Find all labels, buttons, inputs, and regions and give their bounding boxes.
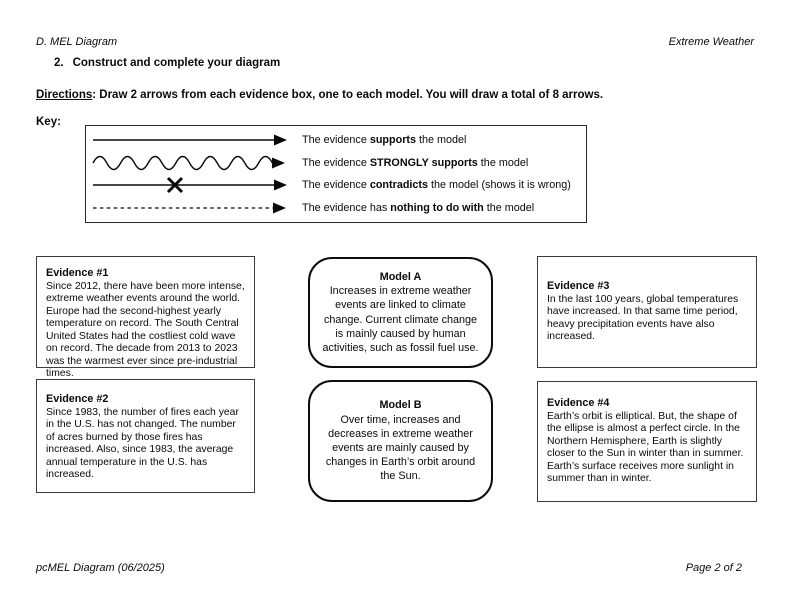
evidence-4-title: Evidence #4 bbox=[547, 397, 610, 410]
evidence-3-box bbox=[537, 256, 757, 368]
key-row-strongly-supports bbox=[92, 152, 582, 175]
directions-line bbox=[36, 89, 603, 101]
key-row-contradicts bbox=[92, 174, 582, 197]
page-header bbox=[36, 36, 754, 48]
wavy-arrow-icon bbox=[92, 152, 288, 174]
model-b-title: Model B bbox=[379, 399, 422, 412]
key-box bbox=[85, 125, 587, 223]
header-right-title: Extreme Weather bbox=[668, 36, 754, 48]
step-title: Construct and complete your diagram bbox=[72, 57, 281, 69]
evidence-4-box bbox=[537, 381, 757, 502]
model-b-body: Over time, increases and decreases in extreme weather events are mainly caused by changes in Earth’s orbit around the Sun. bbox=[325, 413, 476, 483]
evidence-1-box bbox=[36, 256, 255, 379]
key-label: Key: bbox=[36, 116, 61, 128]
directions-label: Directions bbox=[36, 89, 93, 101]
solid-arrow-icon bbox=[92, 129, 288, 151]
key-row-label: The evidence has nothing to do with the model bbox=[302, 201, 535, 214]
dashed-arrow-icon bbox=[92, 197, 288, 219]
key-row-label: The evidence STRONGLY supports the model bbox=[302, 156, 529, 169]
key-row-label: The evidence contradicts the model (shows it is wrong) bbox=[302, 179, 571, 192]
model-a-title: Model A bbox=[379, 270, 422, 283]
evidence-3-body: In the last 100 years, global temperatures have increased. In that same time period, heavy precipitation events have also increased. bbox=[547, 293, 739, 343]
crossed-arrow-icon bbox=[92, 174, 288, 196]
model-b-box bbox=[308, 380, 493, 502]
footer-left-text: pcMEL Diagram (06/2025) bbox=[36, 562, 165, 574]
header-left-title: D. MEL Diagram bbox=[36, 36, 118, 48]
model-a-body: Increases in extreme weather events are linked to climate change. Current climate change is mainly caused by human activities, such as fossil fuel use. bbox=[322, 285, 479, 354]
key-row-supports bbox=[92, 129, 582, 152]
evidence-1-body: Since 2012, there have been more intense, extreme weather events around the world. Europe had the second-highest yearly temperature on record. The South Central United States had the costliest cold wave on record. The decade from 2013 to 2023 was the warmest ever since pre-industrial times. bbox=[46, 280, 245, 379]
evidence-3-title: Evidence #3 bbox=[547, 280, 610, 293]
page-footer bbox=[36, 562, 742, 574]
evidence-4-body: Earth’s orbit is elliptical. But, the shape of the ellipse is almost a perfect circle. In the Northern Hemisphere, Earth is slightly closer to the Sun in winter than in summer. Earth’s surface receives more sunlight in summer than in winter. bbox=[547, 410, 744, 485]
evidence-2-body: Since 1983, the number of fires each year in the U.S. has not changed. The number of acres burned by those fires has increased. Also, since 1983, the average annual temperature in the U.S. has increased. bbox=[46, 406, 239, 480]
evidence-1-title: Evidence #1 bbox=[46, 267, 109, 279]
model-a-box bbox=[308, 257, 493, 368]
step-number: 2. bbox=[54, 57, 64, 69]
directions-text: : Draw 2 arrows from each evidence box, one to each model. You will draw a total of 8 arrows. bbox=[92, 89, 604, 101]
evidence-2-box bbox=[36, 379, 255, 493]
key-row-label: The evidence supports the model bbox=[302, 134, 467, 147]
footer-page-number: Page 2 of 2 bbox=[685, 562, 742, 574]
key-row-nothing-to-do bbox=[92, 197, 582, 220]
step-line bbox=[54, 57, 280, 69]
evidence-2-title: Evidence #2 bbox=[46, 393, 109, 405]
